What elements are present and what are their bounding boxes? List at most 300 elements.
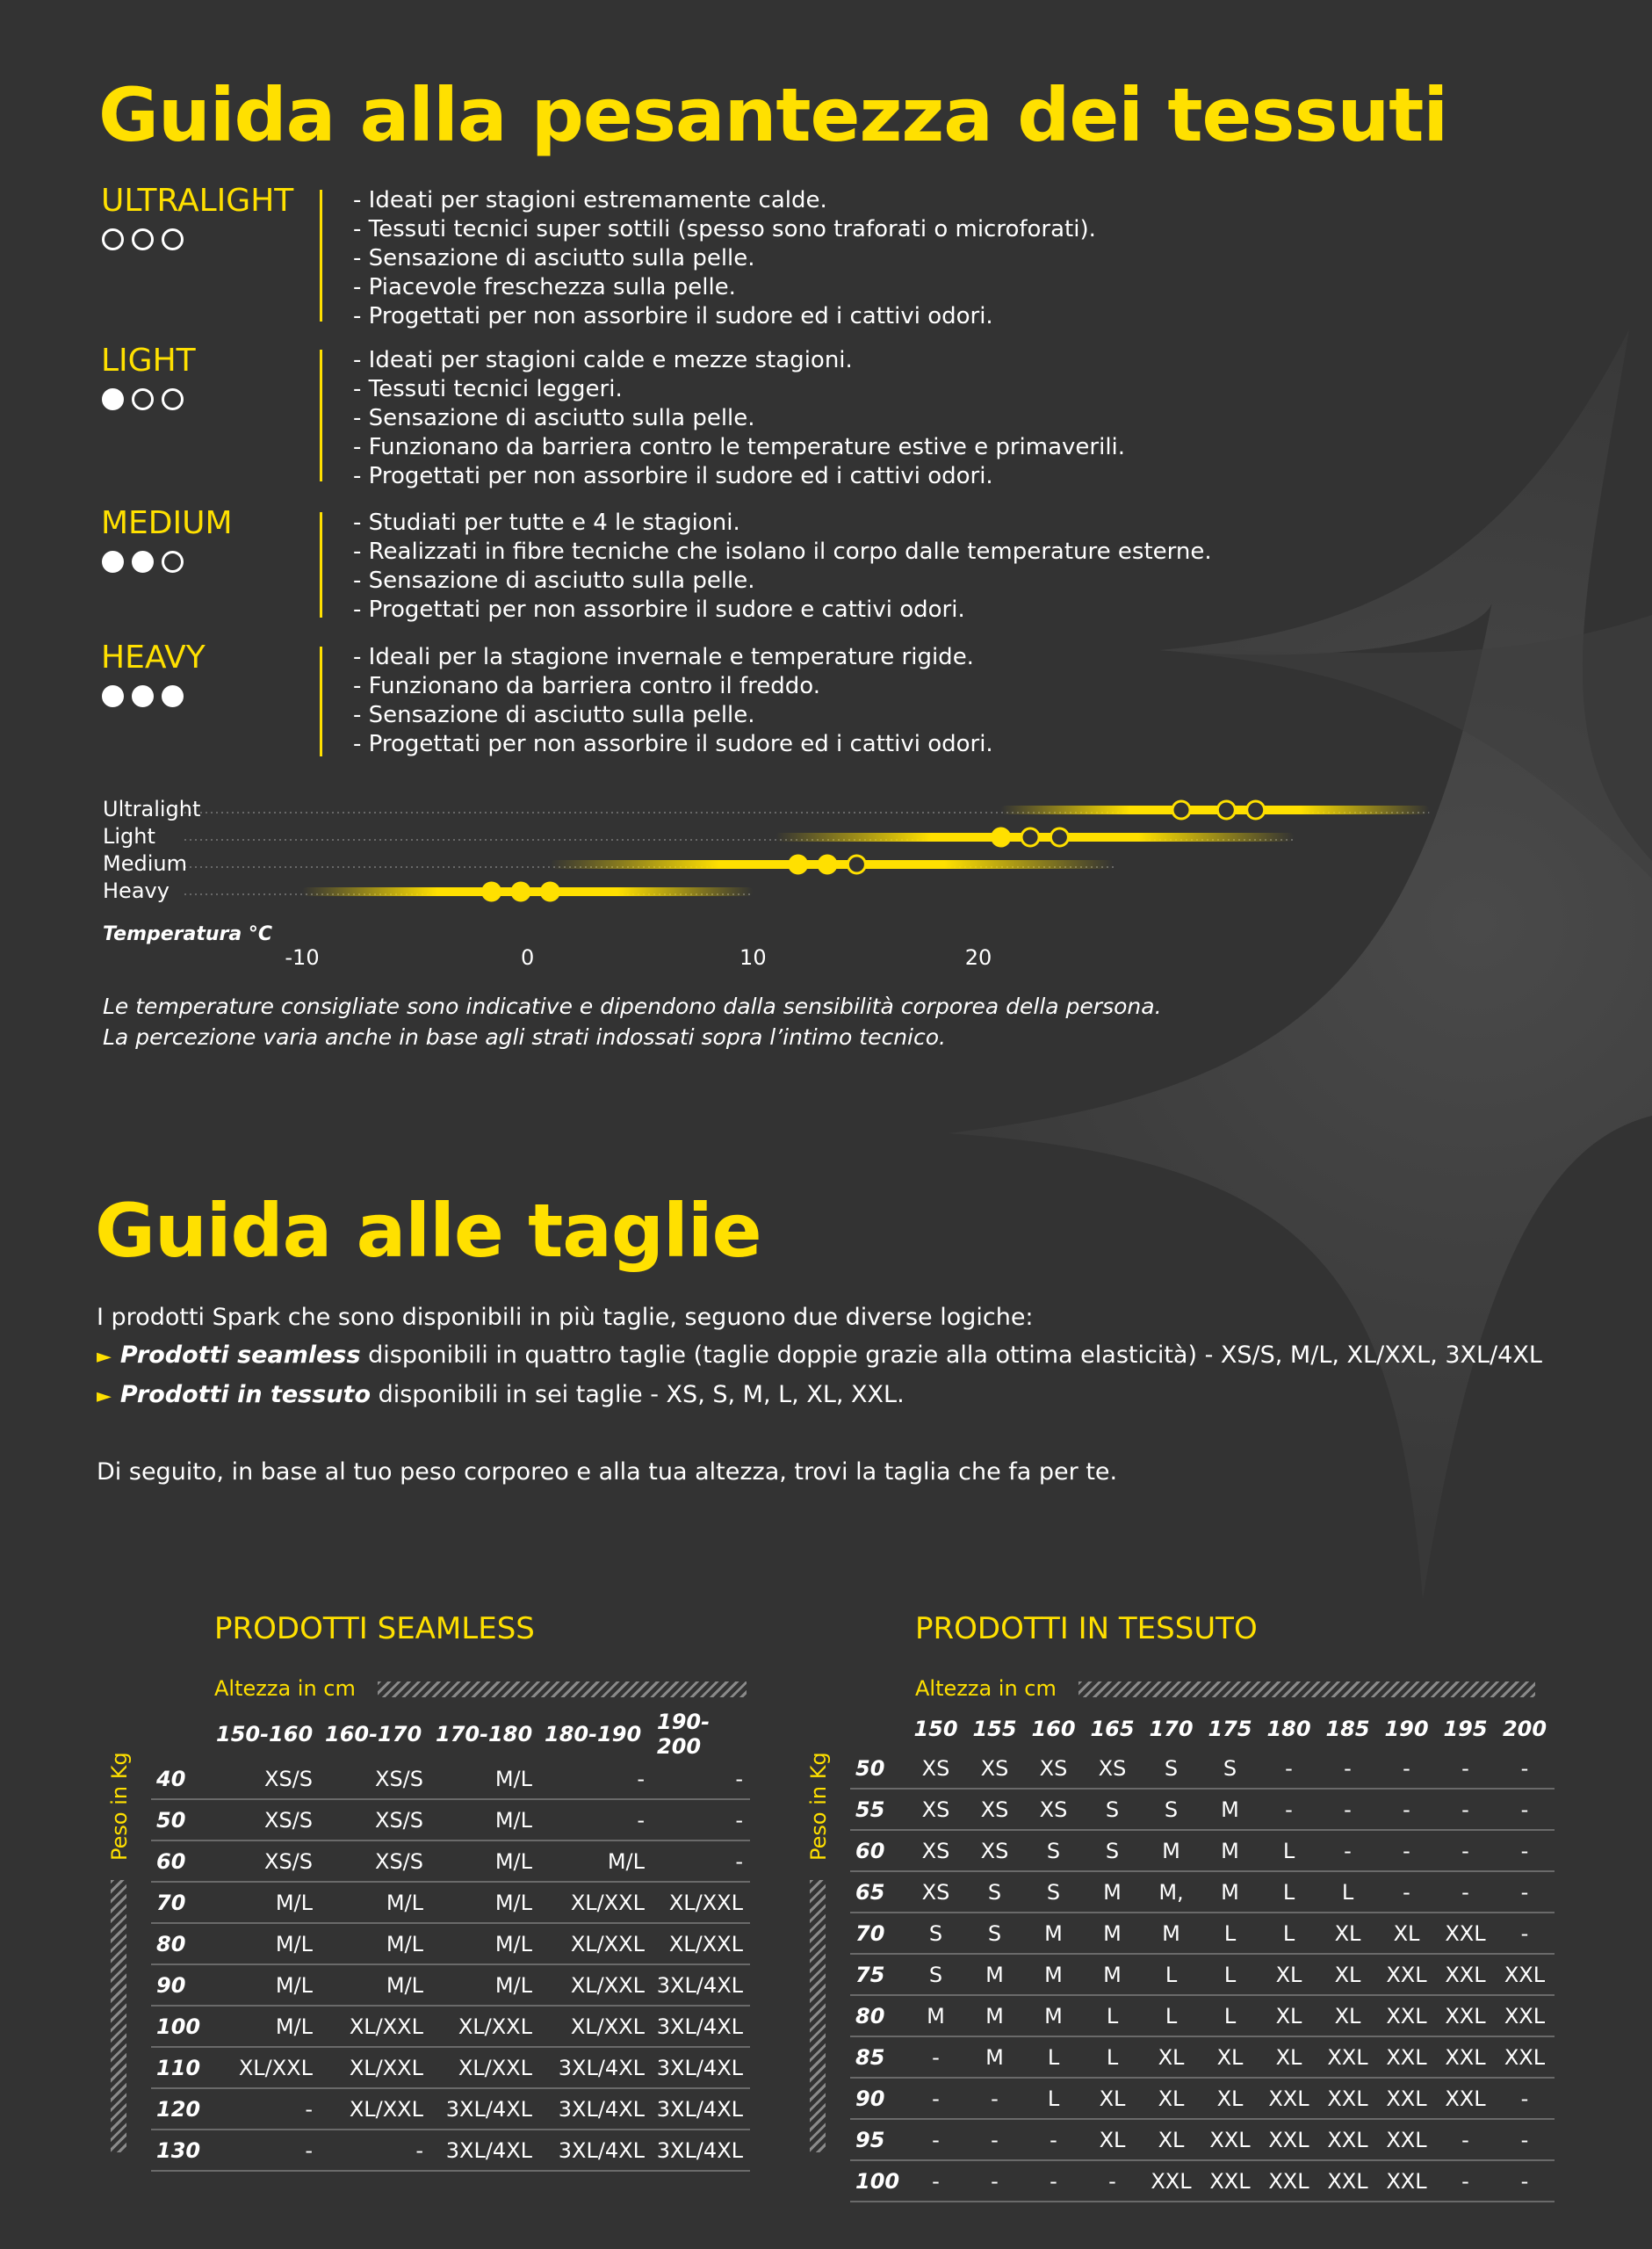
size-cell: M <box>965 1995 1024 2036</box>
size-cell: XS/S <box>320 1799 430 1840</box>
size-cell: XL/XXL <box>320 2006 430 2047</box>
desc-line: - Tessuti tecnici super sottili (spesso sono traforati o microforati). <box>353 216 1096 242</box>
size-cell: XL <box>1318 1913 1377 1954</box>
size-cell: XXL <box>1377 2160 1436 2202</box>
size-cell: XS <box>1024 1789 1083 1830</box>
size-cell: M <box>1201 1830 1259 1871</box>
size-cell: - <box>539 1799 652 1840</box>
weight-cell: 60 <box>151 1840 211 1882</box>
size-cell: XS/S <box>211 1799 320 1840</box>
size-cell: - <box>906 2160 965 2202</box>
size-cell: XS <box>906 1871 965 1913</box>
height-header: 160 <box>1031 1717 1076 1741</box>
size-cell: XS <box>965 1748 1024 1789</box>
chart-series-label: Heavy <box>103 879 170 903</box>
size-cell: XS <box>965 1789 1024 1830</box>
bullet-bold: Prodotti in tessuto <box>119 1381 372 1408</box>
size-cell: M/L <box>320 1882 430 1923</box>
table-row <box>850 2036 1555 2078</box>
desc-line: - Studiati per tutte e 4 le stagioni. <box>353 510 740 536</box>
desc-line: - Sensazione di asciutto sulla pelle. <box>353 568 755 594</box>
size-cell: M <box>1201 1789 1259 1830</box>
size-cell: - <box>906 2078 965 2119</box>
size-cell: - <box>1495 2119 1555 2160</box>
bullet-bold: Prodotti seamless <box>119 1341 361 1369</box>
size-cell: XXL <box>1495 1954 1555 1995</box>
seamless-table-title: PRODOTTI SEAMLESS <box>214 1611 535 1646</box>
table-row <box>850 1995 1555 2036</box>
weight-cell: 80 <box>850 1995 906 2036</box>
size-cell: M, <box>1142 1871 1201 1913</box>
desc-line: - Ideali per la stagione invernale e temperature rigide. <box>353 644 974 670</box>
seamless-weight-hatch <box>111 1880 126 2152</box>
divider-bar <box>320 512 322 618</box>
size-cell: S <box>906 1954 965 1995</box>
size-cell: - <box>652 1799 750 1840</box>
desc-line: - Funzionano da barriera contro le temperature estive e primaverili. <box>353 434 1126 460</box>
seamless-height-hatch <box>378 1681 747 1697</box>
tessuto-table-title: PRODOTTI IN TESSUTO <box>915 1611 1258 1646</box>
size-cell: L <box>1259 1830 1318 1871</box>
size-cell: - <box>1083 2160 1142 2202</box>
size-cell: - <box>1377 1871 1436 1913</box>
size-cell: 3XL/4XL <box>652 2130 750 2171</box>
size-cell: S <box>965 1871 1024 1913</box>
size-cell: - <box>1318 1789 1377 1830</box>
tessuto-height-hatch <box>1078 1681 1535 1697</box>
size-cell: - <box>1495 2160 1555 2202</box>
height-header: 200 <box>1502 1717 1547 1741</box>
desc-line: - Progettati per non assorbire il sudore ed i cattivi odori. <box>353 303 993 329</box>
table-row <box>850 1830 1555 1871</box>
size-cell: XXL <box>1377 2078 1436 2119</box>
size-cell: - <box>1436 2160 1495 2202</box>
weight-cell: 90 <box>850 2078 906 2119</box>
weight-name: MEDIUM <box>101 505 233 541</box>
weight-cell: 85 <box>850 2036 906 2078</box>
size-cell: XL/XXL <box>320 2047 430 2088</box>
size-cell: S <box>1142 1748 1201 1789</box>
size-cell: XL <box>1318 1954 1377 1995</box>
size-cell: - <box>211 2130 320 2171</box>
size-cell: M <box>1142 1913 1201 1954</box>
height-header: 160-170 <box>325 1722 422 1746</box>
chart-dot <box>848 856 865 873</box>
size-cell: XXL <box>1377 1995 1436 2036</box>
temperature-note <box>103 991 1162 1052</box>
size-cell: - <box>906 2119 965 2160</box>
chart-dot <box>790 856 807 873</box>
size-cell: - <box>1318 1748 1377 1789</box>
size-cell: L <box>1024 2078 1083 2119</box>
size-cell: XL/XXL <box>652 1923 750 1964</box>
size-cell: - <box>1436 1830 1495 1871</box>
size-cell: M <box>1083 1913 1142 1954</box>
tessuto-height-label: Altezza in cm <box>915 1676 1057 1701</box>
corner-cell <box>850 1710 906 1748</box>
seamless-height-label: Altezza in cm <box>214 1676 356 1701</box>
chart-tick-label: 0 <box>521 945 535 970</box>
height-header: 170-180 <box>436 1722 533 1746</box>
table-row <box>850 2119 1555 2160</box>
chart-dot <box>483 883 501 900</box>
size-cell: - <box>652 1759 750 1799</box>
size-cell: - <box>1495 1789 1555 1830</box>
size-cell: S <box>1142 1789 1201 1830</box>
weight-cell: 70 <box>151 1882 211 1923</box>
bullet-seamless <box>97 1336 1625 1376</box>
desc-line: - Ideati per stagioni estremamente calde. <box>353 187 827 213</box>
size-cell: XL/XXL <box>211 2047 320 2088</box>
weight-cell: 70 <box>850 1913 906 1954</box>
size-cell: - <box>1495 1871 1555 1913</box>
size-cell: - <box>965 2160 1024 2202</box>
size-cell: - <box>1436 1871 1495 1913</box>
chart-dot <box>1021 828 1039 846</box>
size-cell: XL <box>1259 2036 1318 2078</box>
note-line: Le temperature consigliate sono indicative e dipendono dalla sensibilità corporea della persona. <box>103 994 1162 1019</box>
size-cell: 3XL/4XL <box>652 2047 750 2088</box>
size-cell: XXL <box>1495 2036 1555 2078</box>
bullet-text: disponibili in quattro taglie (taglie doppie grazie alla ottima elasticità) - XS/S, M/L, XL/XXL, 3XL/4XL <box>360 1341 1542 1369</box>
dot-icon <box>102 388 124 410</box>
size-cell: M <box>1083 1954 1142 1995</box>
size-cell: XXL <box>1377 2119 1436 2160</box>
chart-dot <box>1217 801 1235 819</box>
size-cell: - <box>1024 2160 1083 2202</box>
dot-icon <box>162 228 184 250</box>
size-cell: 3XL/4XL <box>539 2047 652 2088</box>
size-cell: L <box>1142 1995 1201 2036</box>
weight-cell: 80 <box>151 1923 211 1964</box>
chart-series-label: Ultralight <box>103 797 201 821</box>
size-cell: XXL <box>1436 2078 1495 2119</box>
height-header: 175 <box>1208 1717 1252 1741</box>
dot-icon <box>132 685 154 707</box>
size-cell: XL <box>1201 2078 1259 2119</box>
divider-bar <box>320 350 322 481</box>
size-cell: XL <box>1142 2078 1201 2119</box>
arrow-right-icon: ► <box>97 1385 112 1407</box>
table-row <box>151 1923 750 1964</box>
size-cell: L <box>1201 1913 1259 1954</box>
size-cell: M <box>965 2036 1024 2078</box>
table-row <box>151 2088 750 2130</box>
size-cell: - <box>906 2036 965 2078</box>
height-header: 180 <box>1266 1717 1311 1741</box>
size-cell: S <box>1024 1830 1083 1871</box>
table-header-row <box>151 1710 750 1759</box>
size-cell: M/L <box>211 1923 320 1964</box>
size-cell: M/L <box>430 1964 539 2006</box>
size-cell: M/L <box>430 1799 539 1840</box>
table-row <box>850 1954 1555 1995</box>
size-cell: M/L <box>320 1923 430 1964</box>
size-cell: XS/S <box>320 1759 430 1799</box>
weight-cell: 95 <box>850 2119 906 2160</box>
weight-name: HEAVY <box>101 640 206 676</box>
table-row <box>151 1799 750 1840</box>
size-cell: XXL <box>1142 2160 1201 2202</box>
weight-block-heavy <box>101 640 1243 763</box>
size-cell: - <box>652 1840 750 1882</box>
size-cell: XXL <box>1377 1954 1436 1995</box>
desc-line: - Realizzati in fibre tecniche che isolano il corpo dalle temperature esterne. <box>353 539 1212 565</box>
chart-dot <box>1247 801 1265 819</box>
size-cell: L <box>1083 2036 1142 2078</box>
height-header: 180-190 <box>545 1722 642 1746</box>
chart-dot <box>512 883 530 900</box>
size-cell: XXL <box>1495 1995 1555 2036</box>
size-cell: XL <box>1201 2036 1259 2078</box>
weight-dots <box>102 551 184 573</box>
size-cell: M <box>1083 1871 1142 1913</box>
dot-icon <box>102 228 124 250</box>
desc-line: - Tessuti tecnici leggeri. <box>353 376 623 402</box>
seamless-weight-label: Peso in Kg <box>107 1752 132 1861</box>
size-cell: XXL <box>1436 2036 1495 2078</box>
desc-line: - Piacevole freschezza sulla pelle. <box>353 274 736 300</box>
dot-icon <box>162 551 184 573</box>
size-cell: - <box>1377 1789 1436 1830</box>
weight-cell: 100 <box>151 2006 211 2047</box>
weight-cell: 60 <box>850 1830 906 1871</box>
size-cell: M/L <box>320 1964 430 2006</box>
dot-icon <box>162 685 184 707</box>
weight-cell: 110 <box>151 2047 211 2088</box>
size-cell: - <box>1377 1830 1436 1871</box>
chart-range-bar <box>1001 806 1430 814</box>
weight-cell: 120 <box>151 2088 211 2130</box>
size-guide-title: Guida alle taglie <box>95 1188 761 1274</box>
size-cell: XXL <box>1436 1995 1495 2036</box>
chart-tick-label: 20 <box>964 945 992 970</box>
size-cell: - <box>1318 1830 1377 1871</box>
tessuto-weight-hatch <box>810 1880 826 2152</box>
size-cell: M <box>906 1995 965 2036</box>
chart-dot <box>992 828 1010 846</box>
size-cell: S <box>1083 1830 1142 1871</box>
size-cell: M <box>1024 1995 1083 2036</box>
weight-cell: 50 <box>151 1799 211 1840</box>
desc-line: - Progettati per non assorbire il sudore ed i cattivi odori. <box>353 463 993 489</box>
dot-icon <box>162 388 184 410</box>
weight-cell: 100 <box>850 2160 906 2202</box>
size-cell: XS/S <box>211 1759 320 1799</box>
size-cell: - <box>1436 1789 1495 1830</box>
size-cell: XS <box>1024 1748 1083 1789</box>
tessuto-table-body <box>850 1748 1555 2202</box>
height-header: 185 <box>1325 1717 1370 1741</box>
size-cell: - <box>1024 2119 1083 2160</box>
size-cell: M/L <box>539 1840 652 1882</box>
dot-icon <box>102 551 124 573</box>
size-cell: XXL <box>1318 2160 1377 2202</box>
dot-icon <box>132 228 154 250</box>
size-cell: XL <box>1318 1995 1377 2036</box>
size-cell: - <box>1495 2078 1555 2119</box>
size-cell: M <box>1142 1830 1201 1871</box>
size-cell: - <box>1377 1748 1436 1789</box>
table-row <box>850 1748 1555 1789</box>
chart-dot <box>1172 801 1190 819</box>
chart-series-label: Light <box>103 824 155 849</box>
size-cell: M/L <box>211 2006 320 2047</box>
chart-dot <box>541 883 559 900</box>
tessuto-size-table <box>850 1710 1555 2202</box>
height-header: 155 <box>972 1717 1017 1741</box>
table-row <box>850 1871 1555 1913</box>
size-cell: S <box>965 1913 1024 1954</box>
size-cell: XXL <box>1377 2036 1436 2078</box>
size-cell: XL <box>1083 2119 1142 2160</box>
size-cell: XL <box>1259 1954 1318 1995</box>
size-cell: XXL <box>1436 1913 1495 1954</box>
weight-cell: 50 <box>850 1748 906 1789</box>
size-cell: XXL <box>1201 2160 1259 2202</box>
size-cell: 3XL/4XL <box>652 2088 750 2130</box>
weight-cell: 90 <box>151 1964 211 2006</box>
size-cell: XL <box>1259 1995 1318 2036</box>
size-cell: S <box>1083 1789 1142 1830</box>
size-cell: 3XL/4XL <box>539 2088 652 2130</box>
size-cell: XS/S <box>211 1840 320 1882</box>
arrow-right-icon: ► <box>97 1346 112 1368</box>
height-header: 165 <box>1090 1717 1135 1741</box>
size-cell: XS <box>1083 1748 1142 1789</box>
fabric-guide-title: Guida alla pesantezza dei tessuti <box>98 72 1448 158</box>
corner-cell <box>151 1710 211 1759</box>
size-cell: M/L <box>211 1964 320 2006</box>
size-cell: L <box>1024 2036 1083 2078</box>
size-cell: XL/XXL <box>652 1882 750 1923</box>
height-header: 195 <box>1443 1717 1488 1741</box>
size-cell: XXL <box>1436 1954 1495 1995</box>
size-cell: L <box>1318 1871 1377 1913</box>
weight-cell: 130 <box>151 2130 211 2171</box>
size-cell: L <box>1201 1954 1259 1995</box>
table-row <box>151 1882 750 1923</box>
table-row <box>151 2006 750 2047</box>
height-header: 190-200 <box>657 1710 711 1759</box>
size-cell: - <box>211 2088 320 2130</box>
dot-icon <box>102 685 124 707</box>
bullet-tessuto <box>97 1376 1625 1415</box>
size-cell: M <box>965 1954 1024 1995</box>
weight-dots <box>102 388 184 410</box>
size-cell: 3XL/4XL <box>652 1964 750 2006</box>
size-cell: XL <box>1142 2119 1201 2160</box>
seamless-table-body <box>151 1759 750 2171</box>
size-cell: XXL <box>1259 2078 1318 2119</box>
size-cell: M/L <box>211 1882 320 1923</box>
dot-icon <box>132 388 154 410</box>
size-cell: - <box>1259 1748 1318 1789</box>
size-cell: M <box>1201 1871 1259 1913</box>
desc-line: - Progettati per non assorbire il sudore e cattivi odori. <box>353 597 965 623</box>
desc-line: - Progettati per non assorbire il sudore ed i cattivi odori. <box>353 731 993 757</box>
size-cell: XXL <box>1318 2078 1377 2119</box>
table-row <box>151 1840 750 1882</box>
size-cell: XL <box>1142 2036 1201 2078</box>
size-cell: XS <box>906 1830 965 1871</box>
intro-text: I prodotti Spark che sono disponibili in più taglie, seguono due diverse logiche: <box>97 1304 1034 1331</box>
table-row <box>850 1913 1555 1954</box>
size-cell: - <box>1436 1748 1495 1789</box>
weight-cell: 40 <box>151 1759 211 1799</box>
dot-icon <box>132 551 154 573</box>
divider-bar <box>320 647 322 756</box>
size-cell: XXL <box>1318 2036 1377 2078</box>
chart-dot <box>1050 828 1068 846</box>
table-row <box>151 1759 750 1799</box>
size-cell: - <box>1495 1748 1555 1789</box>
size-cell: S <box>1024 1871 1083 1913</box>
size-cell: XL/XXL <box>539 1923 652 1964</box>
size-cell: XS/S <box>320 1840 430 1882</box>
table-row <box>850 1789 1555 1830</box>
weight-cell: 55 <box>850 1789 906 1830</box>
size-cell: XS <box>906 1789 965 1830</box>
weight-description <box>353 643 993 759</box>
table-row <box>151 2047 750 2088</box>
size-cell: - <box>320 2130 430 2171</box>
size-cell: - <box>1259 1789 1318 1830</box>
size-cell: XS <box>906 1748 965 1789</box>
size-cell: M/L <box>430 1840 539 1882</box>
desc-line: - Ideati per stagioni calde e mezze stagioni. <box>353 347 853 373</box>
table-row <box>151 2130 750 2171</box>
size-cell: - <box>1495 1913 1555 1954</box>
weight-dots <box>102 685 184 707</box>
size-cell: S <box>1201 1748 1259 1789</box>
desc-line: - Sensazione di asciutto sulla pelle. <box>353 702 755 728</box>
size-cell: - <box>965 2078 1024 2119</box>
size-guide-intro <box>97 1298 1625 1491</box>
outro-text: Di seguito, in base al tuo peso corporeo e alla tua altezza, trovi la taglia che fa per te. <box>97 1458 1118 1486</box>
chart-dot <box>819 856 836 873</box>
size-cell: XL/XXL <box>430 2006 539 2047</box>
divider-bar <box>320 190 322 322</box>
size-cell: XXL <box>1318 2119 1377 2160</box>
table-row <box>850 2078 1555 2119</box>
table-header-row <box>850 1710 1555 1748</box>
desc-line: - Funzionano da barriera contro il freddo. <box>353 673 821 699</box>
size-cell: XL <box>1377 1913 1436 1954</box>
height-header: 150 <box>913 1717 958 1741</box>
weight-dots <box>102 228 184 250</box>
table-row <box>850 2160 1555 2202</box>
bullet-text: disponibili in sei taglie - XS, S, M, L, XL, XXL. <box>371 1381 905 1408</box>
table-row <box>151 1964 750 2006</box>
size-cell: XL/XXL <box>539 1882 652 1923</box>
size-cell: - <box>965 2119 1024 2160</box>
weight-name: ULTRALIGHT <box>101 183 294 219</box>
size-cell: M <box>1024 1913 1083 1954</box>
size-cell: 3XL/4XL <box>430 2130 539 2171</box>
note-line: La percezione varia anche in base agli strati indossati sopra l’intimo tecnico. <box>103 1024 946 1050</box>
size-cell: 3XL/4XL <box>430 2088 539 2130</box>
tessuto-weight-label: Peso in Kg <box>806 1752 831 1861</box>
size-cell: XL/XXL <box>539 1964 652 2006</box>
size-cell: L <box>1142 1954 1201 1995</box>
size-cell: XL/XXL <box>320 2088 430 2130</box>
chart-series-label: Medium <box>103 851 187 876</box>
height-header: 170 <box>1149 1717 1194 1741</box>
size-cell: M/L <box>430 1882 539 1923</box>
weight-block-light <box>101 343 1243 492</box>
size-cell: L <box>1201 1995 1259 2036</box>
